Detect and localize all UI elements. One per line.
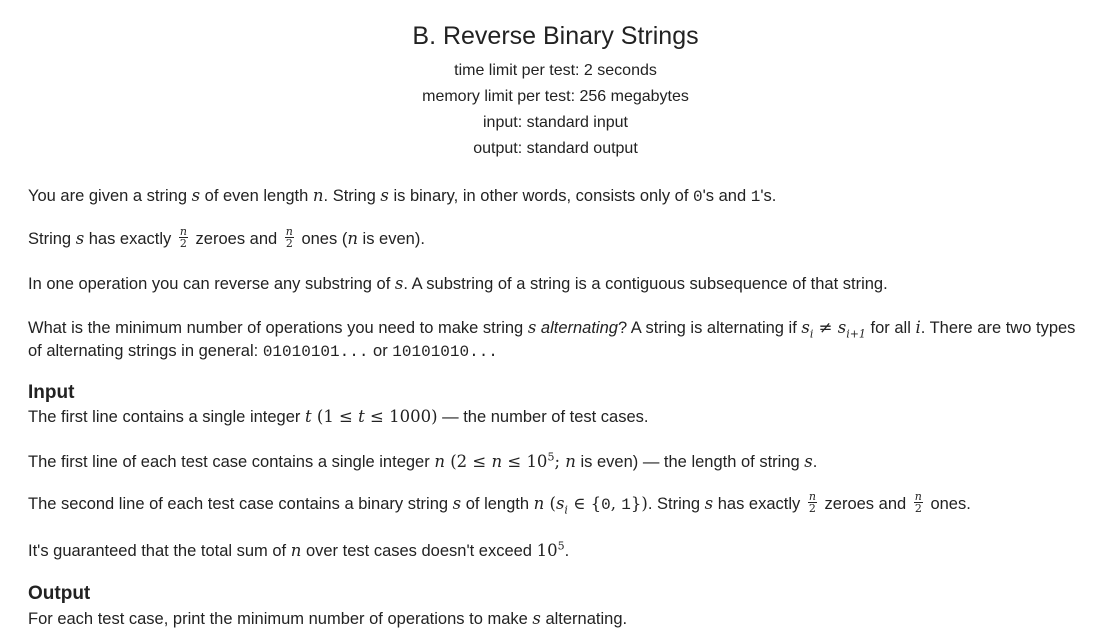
text: 's and — [702, 187, 751, 205]
math-paren: ( — [311, 407, 324, 426]
text: for all — [865, 319, 916, 337]
math-n: n — [565, 452, 576, 471]
fraction-denominator: 2 — [914, 502, 922, 516]
math-s: s — [527, 318, 537, 337]
text: The first line of each test case contains a single integer — [28, 453, 435, 471]
text: zeroes and — [190, 230, 282, 248]
math-exponent: 5 — [547, 450, 555, 464]
math-comma: , — [610, 494, 622, 513]
math-s: s — [75, 229, 85, 248]
text: . A substring of a string is a contiguous subsequence of that string. — [403, 275, 888, 293]
fraction-n-over-2 — [285, 226, 294, 249]
memory-limit: memory limit per test: 256 megabytes — [422, 88, 689, 105]
math-n: n — [491, 452, 503, 471]
fraction-denominator: 2 — [285, 237, 293, 251]
math-le: ≤ — [333, 407, 359, 426]
math-s: s — [801, 318, 810, 337]
text: String — [28, 230, 76, 248]
text: is binary, in other words, consists only of — [388, 187, 694, 205]
text: ones. — [925, 495, 971, 513]
statement-paragraph-2 — [28, 225, 1091, 251]
math-paren: ( — [544, 494, 556, 513]
code-one: 1 — [621, 496, 631, 514]
statement-paragraph-3 — [28, 273, 1091, 295]
time-limit: time limit per test: 2 seconds — [454, 62, 657, 79]
input-heading: Input — [28, 382, 75, 403]
math-s: s — [555, 494, 565, 513]
math-n: n — [434, 452, 445, 471]
math-element-of: ∈ { — [567, 494, 602, 513]
math-s: s — [394, 274, 404, 293]
fraction-n-over-2 — [179, 226, 188, 249]
math-n: n — [290, 541, 302, 560]
text: The second line of each test case contains a binary string — [28, 495, 453, 513]
input-line-3 — [28, 490, 1091, 517]
text: alternating. — [540, 610, 628, 628]
math-i: i — [915, 318, 921, 337]
problem-title: B. Reverse Binary Strings — [412, 22, 699, 50]
fraction-numerator: n — [914, 490, 922, 504]
text: ones ( — [296, 230, 348, 248]
output-line — [28, 608, 1091, 630]
text: . — [812, 453, 818, 471]
math-n: n — [312, 186, 324, 205]
math-subscript-i-plus-1: i+1 — [846, 327, 866, 341]
input-source: input: standard input — [483, 114, 628, 131]
fraction-n-over-2 — [914, 491, 923, 514]
fraction-denominator: 2 — [179, 237, 187, 251]
text: It's guaranteed that the total sum of — [28, 542, 291, 560]
text: — the number of test cases. — [437, 408, 649, 426]
text: zeroes and — [819, 495, 911, 513]
math-le: ≤ — [467, 452, 492, 471]
text: . There are two types of alternating strings in general: — [28, 319, 1076, 360]
text: ? A string is alternating if — [617, 319, 802, 337]
text: . String — [323, 187, 381, 205]
problem-limits — [0, 58, 1111, 162]
text: or — [368, 342, 393, 360]
text: For each test case, print the minimum number of operations to make — [28, 610, 533, 628]
text: of even length — [200, 187, 313, 205]
text: of length — [461, 495, 534, 513]
text: You are given a string — [28, 187, 192, 205]
text: is even). — [357, 230, 425, 248]
math-number: 10 — [526, 452, 548, 471]
math-subscript-i: i — [564, 503, 568, 517]
math-number: 2 — [456, 452, 468, 471]
math-exponent: 5 — [557, 539, 565, 553]
math-s: s — [704, 494, 714, 513]
code-alternating-example-1: 01010101... — [262, 343, 369, 361]
math-le: ≤ — [364, 407, 390, 426]
text: In one operation you can reverse any substring of — [28, 275, 395, 293]
code-zero: 0 — [693, 188, 703, 206]
fraction-numerator: n — [808, 490, 816, 504]
math-number: 10 — [536, 541, 558, 560]
term-alternating: alternating — [540, 319, 618, 337]
math-number: 1 — [323, 407, 334, 426]
math-n: n — [347, 229, 358, 248]
fraction-numerator: n — [285, 225, 293, 239]
input-line-1 — [28, 406, 1091, 428]
input-line-4 — [28, 540, 1091, 562]
math-neq: ≠ — [813, 318, 838, 337]
text: What is the minimum number of operations you need to make string — [28, 319, 528, 337]
math-semicolon: ; — [554, 452, 566, 471]
text: . String — [647, 495, 705, 513]
math-t: t — [358, 407, 365, 426]
math-t: t — [304, 407, 312, 426]
text: 's. — [760, 187, 777, 205]
code-zero: 0 — [601, 496, 611, 514]
input-line-2 — [28, 451, 1091, 473]
math-n: n — [533, 494, 545, 513]
math-paren: ( — [444, 452, 457, 471]
fraction-n-over-2 — [808, 491, 817, 514]
math-s: s — [837, 318, 847, 337]
text: is even) — the length of string — [575, 453, 805, 471]
fraction-numerator: n — [179, 225, 187, 239]
output-heading: Output — [28, 583, 91, 604]
math-s: s — [191, 186, 201, 205]
math-number: 1000 — [389, 407, 432, 426]
math-s: s — [804, 452, 813, 471]
math-s: s — [532, 609, 541, 628]
math-paren: ) — [431, 407, 438, 426]
code-alternating-example-2: 10101010... — [392, 343, 498, 361]
statement-paragraph-4 — [28, 316, 1091, 364]
math-brace: }) — [630, 494, 648, 513]
output-source: output: standard output — [473, 140, 638, 157]
text: has exactly — [713, 495, 805, 513]
text: The first line contains a single integer — [28, 408, 305, 426]
text: has exactly — [84, 230, 176, 248]
code-one: 1 — [750, 188, 761, 206]
text: . — [564, 542, 570, 560]
math-s: s — [380, 186, 389, 205]
math-s: s — [452, 494, 462, 513]
math-subscript-i: i — [809, 327, 814, 341]
text: over test cases doesn't exceed — [301, 542, 537, 560]
math-le: ≤ — [502, 452, 527, 471]
fraction-denominator: 2 — [808, 502, 816, 516]
problem-header — [0, 0, 1111, 162]
statement-paragraph-1 — [28, 185, 1091, 208]
